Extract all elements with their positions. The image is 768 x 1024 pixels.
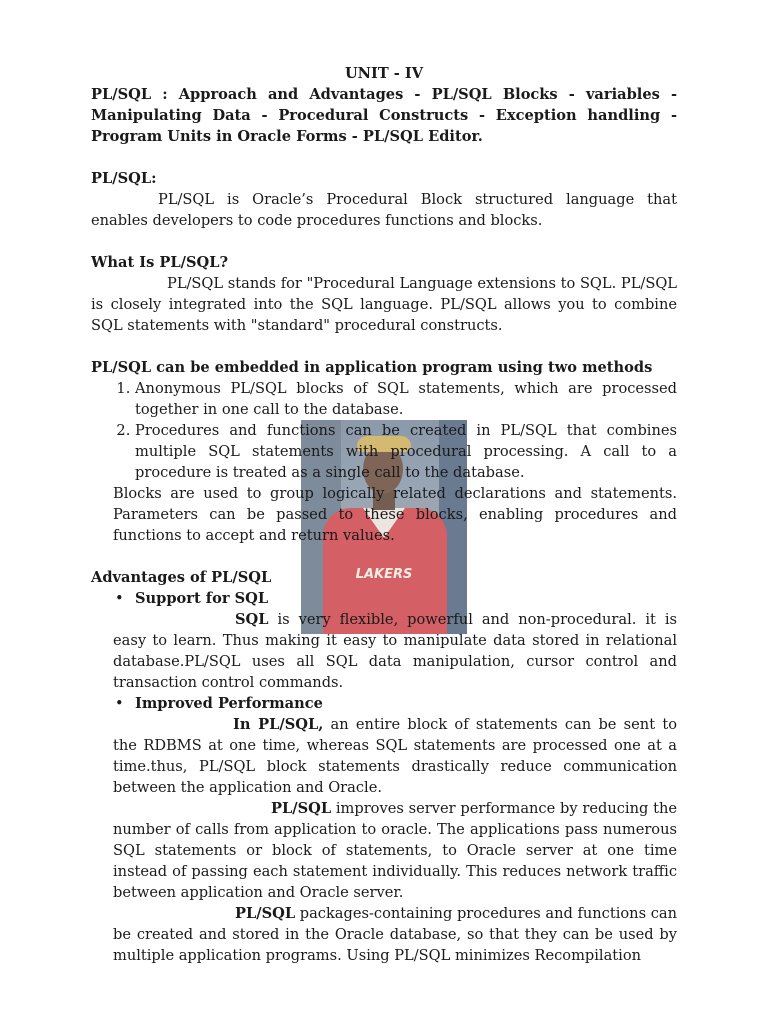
advantages-list-2: [91, 693, 677, 714]
methods-list: [91, 378, 677, 483]
support-text: is very flexible, powerful and non-procedural. it is easy to learn. Thus making it easy to manipulate data stored in relational database.PL/SQL uses all SQL data manipulation, cursor control and transaction control commands.: [113, 611, 677, 691]
perf1-text: an entire block of statements can be sent to the RDBMS at one time, whereas SQL statements are processed one at a time.thus, PL/SQL block statements drastically reduce communication between the application and Oracle.: [113, 716, 677, 796]
plsql-definition: PL/SQL is Oracle’s Procedural Block structured language that enables developers to code procedures functions and blocks.: [91, 191, 677, 229]
advantages-list: [91, 588, 677, 609]
document-text: [91, 63, 677, 966]
bullet-icon: •: [115, 590, 124, 607]
perf3-text: packages-containing procedures and functions can be created and stored in the Oracle database, so that they can be used by multiple application programs. Using PL/SQL minimizes Recompilation: [113, 905, 677, 964]
advantage-performance: [115, 693, 677, 714]
blocks-text: Blocks are used to group logically related declarations and statements. Parameters can be passed to these blocks, enabling procedures and functions to accept and return values.: [113, 485, 677, 544]
what-text: PL/SQL stands for "Procedural Language extensions to SQL. PL/SQL is closely integrated into the SQL language. PL/SQL allows you to combine SQL statements with "standard" procedural constructs.: [91, 275, 677, 334]
support-paragraph: [91, 609, 677, 693]
document-page: [91, 63, 677, 966]
what-heading: What Is PL/SQL?: [91, 254, 229, 271]
spacer: [91, 231, 677, 252]
jersey-logo: LAKERS: [355, 567, 413, 582]
performance-paragraph-3: [91, 903, 677, 966]
unit-topics: PL/SQL : Approach and Advantages - PL/SQL Blocks - variables - Manipulating Data - Procedural Constructs - Exception handling - Program Units in Oracle Forms - PL/SQL Editor.: [91, 86, 677, 145]
performance-paragraph-1: [91, 714, 677, 798]
plsql-heading: PL/SQL:: [91, 170, 157, 187]
embed-heading: PL/SQL can be embedded in application program using two methods: [91, 359, 653, 376]
advantage-support: [115, 588, 677, 609]
perf2-lead: PL/SQL: [271, 800, 332, 817]
support-heading: Support for SQL: [135, 590, 269, 607]
perf3-lead: PL/SQL: [235, 905, 296, 922]
perf2-text: improves server performance by reducing the number of calls from application to oracle. The applications pass numerous SQL statements or block of statements, to Oracle server at one time instead of passing each statement individually. This reduces network traffic between application and Oracle server.: [113, 800, 677, 901]
performance-heading: Improved Performance: [135, 695, 323, 712]
spacer: [91, 336, 677, 357]
method-item-2: 2. Procedures and functions can be created in PL/SQL that combines multiple SQL statements with procedural processing. A call to a procedure is treated as a single call to the database.: [135, 420, 677, 483]
advantages-heading: Advantages of PL/SQL: [91, 569, 272, 586]
spacer: [91, 546, 677, 567]
perf1-lead: In PL/SQL,: [233, 716, 324, 733]
support-lead: SQL: [235, 611, 269, 628]
method-item-1: 1. Anonymous PL/SQL blocks of SQL statements, which are processed together in one call to the database.: [135, 378, 677, 420]
performance-paragraph-2: [91, 798, 677, 903]
bullet-icon: •: [115, 695, 124, 712]
unit-title: UNIT - IV: [344, 65, 424, 82]
spacer: [91, 147, 677, 168]
